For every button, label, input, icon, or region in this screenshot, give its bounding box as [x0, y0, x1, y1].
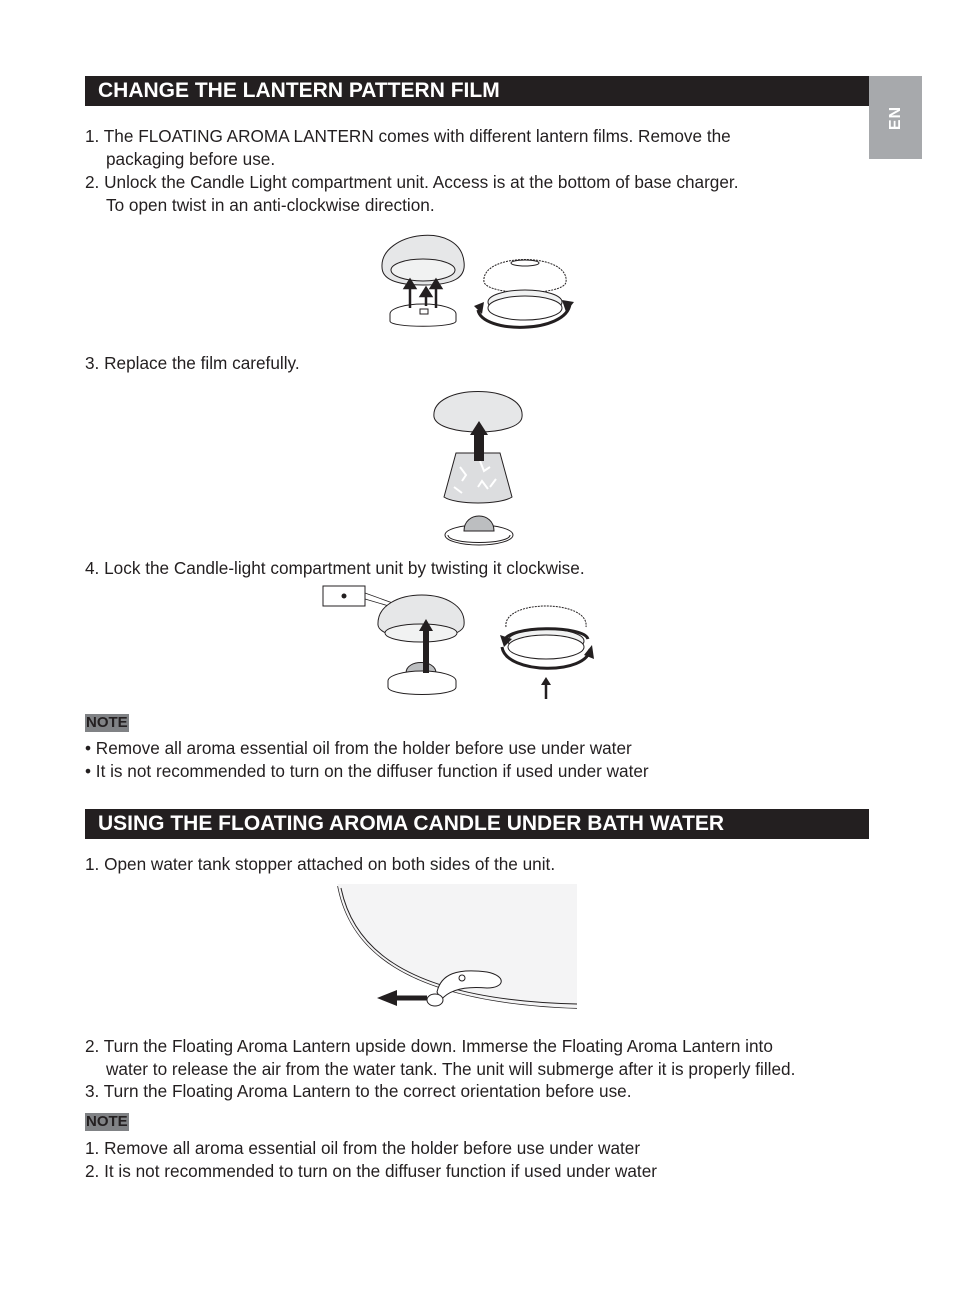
note-list-1 [85, 737, 649, 782]
step-2-line-2: To open twist in an anti-clockwise direction. [106, 194, 435, 215]
s2-step-2 [85, 1035, 795, 1080]
step-1-line-1: 1. The FLOATING AROMA LANTERN comes with different lantern films. Remove the [85, 126, 731, 146]
section-heading-change-film: CHANGE THE LANTERN PATTERN FILM [85, 76, 869, 106]
note-item: • Remove all aroma essential oil from the holder before use under water [85, 738, 632, 758]
s2-step-3: 3. Turn the Floating Aroma Lantern to the correct orientation before use. [85, 1081, 632, 1101]
note-label-2: NOTE [86, 1113, 128, 1130]
s2-step-2-line-1: 2. Turn the Floating Aroma Lantern upside down. Immerse the Floating Aroma Lantern into [85, 1036, 773, 1056]
note-item: 2. It is not recommended to turn on the diffuser function if used under water [85, 1160, 657, 1181]
note-list-2 [85, 1137, 657, 1182]
step-4: 4. Lock the Candle-light compartment unit by twisting it clockwise. [85, 558, 585, 578]
language-tab [869, 76, 922, 159]
s2-step-1: 1. Open water tank stopper attached on both sides of the unit. [85, 854, 556, 874]
note-item: • It is not recommended to turn on the diffuser function if used under water [85, 760, 649, 781]
note-item: 1. Remove all aroma essential oil from the holder before use under water [85, 1138, 641, 1158]
section-heading-bath-water: USING THE FLOATING AROMA CANDLE UNDER BATH WATER [85, 809, 869, 839]
figure-water-tank-stopper [337, 884, 578, 1012]
figure-lock-compartment [322, 585, 597, 700]
figure-unlock-compartment [370, 222, 580, 334]
step-3: 3. Replace the film carefully. [85, 353, 300, 373]
step-1-line-2: packaging before use. [106, 148, 276, 169]
step-2 [85, 171, 738, 216]
note-label-1: NOTE [86, 714, 128, 731]
figure-replace-film [430, 387, 530, 552]
step-1 [85, 125, 731, 170]
language-label: EN [886, 105, 904, 130]
s2-step-2-line-2: water to release the air from the water tank. The unit will submerge after it is properly filled. [106, 1058, 796, 1079]
step-2-line-1: 2. Unlock the Candle Light compartment unit. Access is at the bottom of base charger. [85, 172, 739, 192]
